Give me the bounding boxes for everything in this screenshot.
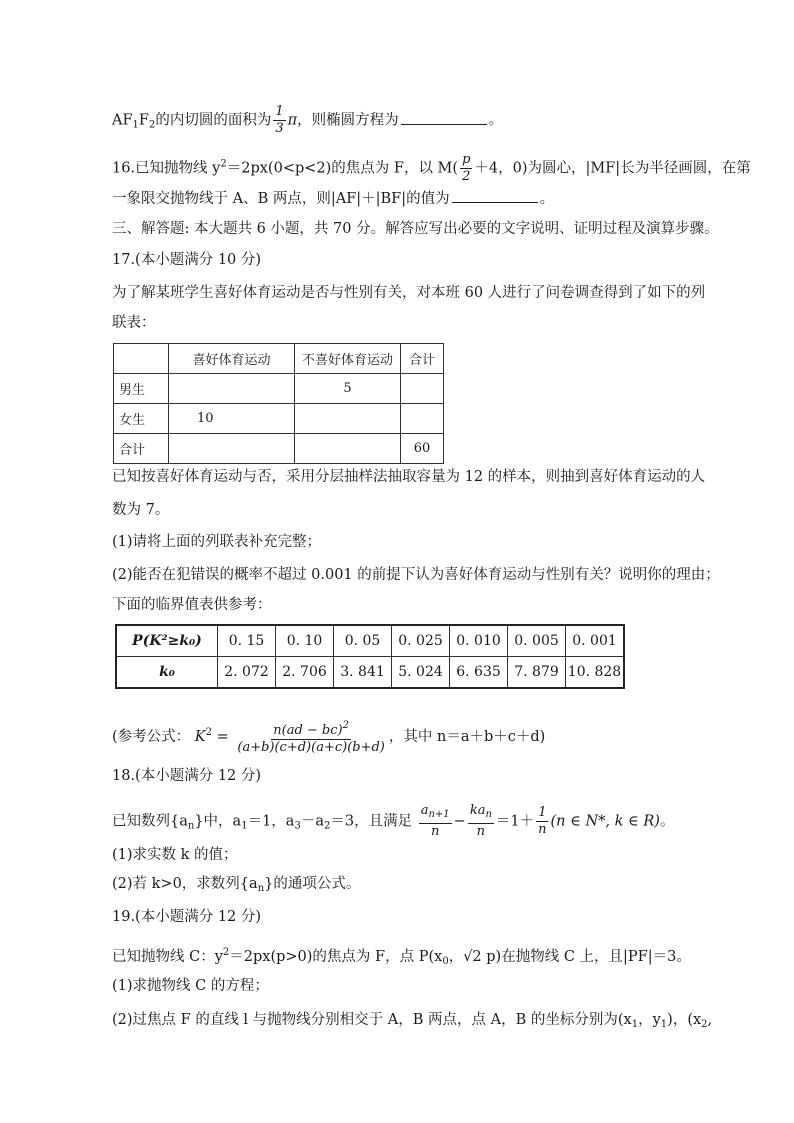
fraction-a-n1-over-n: $\frac{a_{n+1}}{n}$ xyxy=(420,803,450,839)
table-cell xyxy=(401,374,444,404)
question-18-part-1: (1)求实数 k 的值； xyxy=(112,847,238,863)
table-cell: 0. 001 xyxy=(566,625,625,657)
table-cell: 6. 635 xyxy=(450,657,508,689)
sqrt-two: √2 xyxy=(463,949,482,965)
table-cell: 0. 005 xyxy=(508,625,566,657)
table-row xyxy=(114,404,444,434)
table-row xyxy=(114,344,444,374)
question-19-part-2: (2)过焦点 F 的直线 l 与抛物线分别相交于 A，B 两点，点 A，B 的坐标分别为($x_1$，$y_1$)，($x_2$, xyxy=(112,1012,713,1030)
table-row xyxy=(116,657,624,689)
table-row xyxy=(114,374,444,404)
section-heading: 三、解答题: 本大题共 6 小题，共 70 分。解答应写出必要的文字说明、证明过程及演算步骤。 xyxy=(112,221,719,237)
question-18-text: 已知数列$\{a_n\}$中，$a_1=1$，$a_3-a_2=3$，且满足 $\frac{a_{n+1}}{n}$ − $\frac{ka_n}{n}$ ＝1＋ $\frac{1}{n}$ (n ∈ N*, k ∈ R)。 xyxy=(112,803,675,839)
fraction-one-third: $\frac{1}{3}$ xyxy=(275,104,284,136)
question-17-part-1: (1)请将上面的列联表补充完整； xyxy=(112,534,322,550)
question-17-intro-1: 为了解某班学生喜好体育运动是否与性别有关，对本班 60 人进行了问卷调查得到了如下的列 xyxy=(112,285,706,301)
table-cell: 60 xyxy=(401,434,444,464)
answer-blank[interactable] xyxy=(401,110,487,125)
table-cell xyxy=(295,404,401,434)
question-17-header: 17.(本小题满分 10 分) xyxy=(112,252,262,268)
row-label: 女生 xyxy=(114,404,169,434)
table-row xyxy=(114,434,444,464)
table-header: 喜好体育运动 xyxy=(169,344,295,374)
table-header: 合计 xyxy=(401,344,444,374)
table-cell: 0. 10 xyxy=(276,625,334,657)
row-label: 男生 xyxy=(114,374,169,404)
fraction-1-over-n: $\frac{1}{n}$ xyxy=(538,805,547,837)
row-label: k₀ xyxy=(116,657,218,689)
row-label: P(K²≥k₀) xyxy=(116,625,218,657)
table-cell: 10 xyxy=(169,404,295,434)
table-cell: 2. 706 xyxy=(276,657,334,689)
row-label: 合计 xyxy=(114,434,169,464)
table-cell xyxy=(114,344,169,374)
table-cell: 0. 025 xyxy=(392,625,450,657)
question-18-header: 18.(本小题满分 12 分) xyxy=(112,768,262,784)
question-19-text: 已知抛物线 C：$y^2=2px(p>0)$的焦点为 F，点 $P(x_0$，√2 p)在抛物线 C 上，且|PF|＝3。 xyxy=(112,947,691,967)
question-17-intro-2: 联表： xyxy=(112,315,156,331)
table-cell xyxy=(169,434,295,464)
chi-square-fraction: $\frac{n(ad - bc)^2}{(a+b)(c+d)(a+c)(b+d)}$ xyxy=(237,720,385,755)
table-cell xyxy=(169,374,295,404)
ellipse-question-tail: $AF_1F_2$的内切圆的面积为 $\frac{1}{3}$ π，则椭圆方程为 。 xyxy=(112,104,504,136)
fraction-ka-n-over-n: $\frac{ka_n}{n}$ xyxy=(469,803,492,839)
table-cell: 3. 841 xyxy=(334,657,392,689)
table-header: 不喜好体育运动 xyxy=(295,344,401,374)
question-17-part-2: (2)能否在犯错误的概率不超过 0.001 的前提下认为喜好体育运动与性别有关？说明你的理由； xyxy=(112,567,720,583)
question-17-ref-text: 下面的临界值表供参考： xyxy=(112,597,272,613)
question-17-text-2: 数为 7。 xyxy=(112,502,170,518)
question-17-text-1: 已知按喜好体育运动与否，采用分层抽样法抽取容量为 12 的样本，则抽到喜好体育运动的人 xyxy=(112,469,706,485)
question-18-part-2: (2)若 k>0，求数列$\{a_n\}$的通项公式。 xyxy=(112,876,361,894)
table-cell: 0. 010 xyxy=(450,625,508,657)
question-19-part-1: (1)求抛物线 C 的方程； xyxy=(112,978,269,994)
critical-value-table xyxy=(115,624,625,689)
table-cell: 5 xyxy=(295,374,401,404)
reference-formula: (参考公式： $K^2$ = $\frac{n(ad - bc)^2}{(a+b)(c+d)(a+c)(b+d)}$ ，其中 n＝a＋b＋c＋d) xyxy=(112,720,546,755)
answer-blank[interactable] xyxy=(452,188,538,203)
table-cell xyxy=(401,404,444,434)
table-cell: 0. 15 xyxy=(218,625,276,657)
fraction-p-over-2: $\frac{p}{2}$ xyxy=(462,152,471,184)
table-cell: 7. 879 xyxy=(508,657,566,689)
question-19-header: 19.(本小题满分 12 分) xyxy=(112,909,262,925)
question-16-line-2: 一象限交抛物线于 A、B 两点，则|AF|＋|BF|的值为 。 xyxy=(112,188,554,209)
table-cell: 0. 05 xyxy=(334,625,392,657)
question-16-line-1: 16.已知抛物线 $y^2=2px(0<p<2)$的焦点为 F，以 M( $\frac{p}{2}$ ＋4，0)为圆心，|MF|长为半径画圆，在第 xyxy=(112,152,751,184)
contingency-table xyxy=(113,343,444,464)
table-cell: 10. 828 xyxy=(566,657,625,689)
table-cell xyxy=(295,434,401,464)
table-cell: 2. 072 xyxy=(218,657,276,689)
table-row xyxy=(116,625,624,657)
table-cell: 5. 024 xyxy=(392,657,450,689)
